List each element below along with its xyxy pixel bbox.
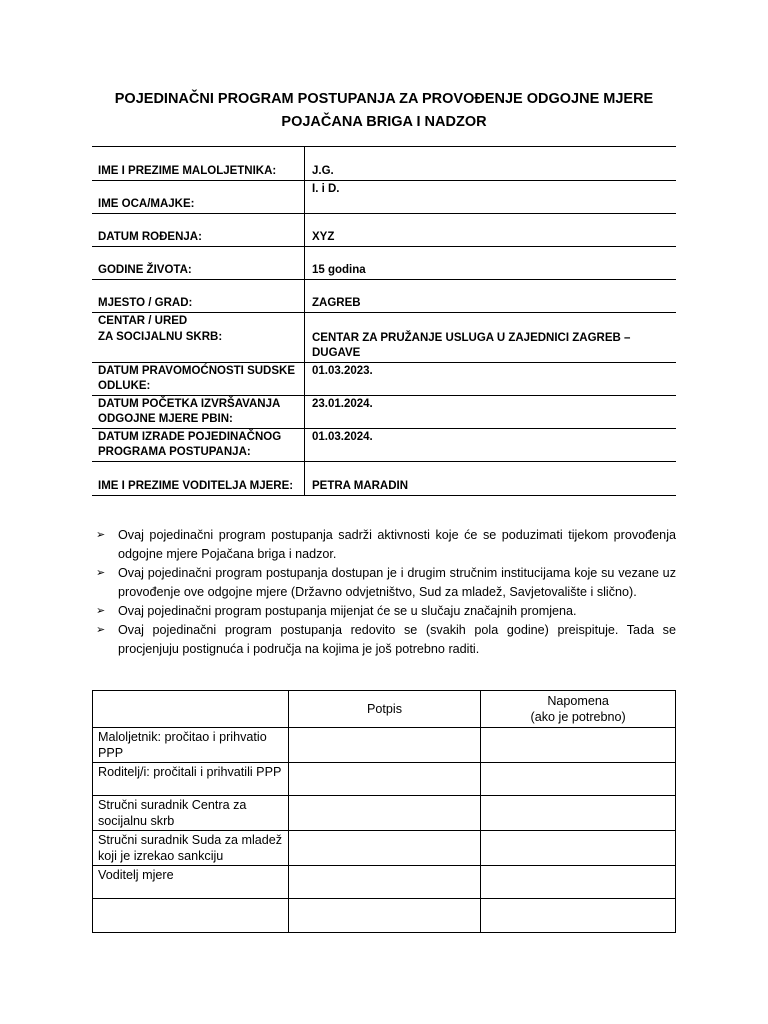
table-row [93,899,676,933]
signer-role: Voditelj mjere [93,866,289,899]
signature-cell[interactable] [288,866,481,899]
info-label: DATUM POČETKA IZVRŠAVANJA ODGOJNE MJERE PBIN: [92,396,305,428]
note-cell[interactable] [481,728,676,763]
list-item-text: Ovaj pojedinačni program postupanja redovito se (svakih pola godine) preispituje. Tada se procjenjuju postignuća i područja na kojima je još potrebno raditi. [118,623,676,656]
table-row [93,728,676,763]
info-row-supervisor [92,462,676,496]
signature-cell[interactable] [288,728,481,763]
info-row-social-center [92,313,676,363]
table-row [93,763,676,796]
list-item [96,621,676,659]
info-value: XYZ [312,231,335,243]
signer-role: Roditelj/i: pročitali i prihvatili PPP [93,763,289,796]
info-label: DATUM IZRADE POJEDINAČNOG PROGRAMA POSTUPANJA: [92,429,305,461]
minor-info-table [92,146,676,496]
title-line-2: POJAČANA BRIGA I NADZOR [281,114,487,130]
arrow-bullet-icon: ➢ [96,605,106,617]
info-label [92,313,305,362]
info-label-line: CENTAR / URED [98,315,188,327]
info-label: GODINE ŽIVOTA: [92,247,305,279]
info-row-final-decision-date [92,363,676,396]
list-item [96,564,676,602]
signer-role [93,899,289,933]
signature-cell[interactable] [288,831,481,866]
info-row-parents [92,181,676,214]
list-item-text: Ovaj pojedinačni program postupanja mijenjat će se u slučaju značajnih promjena. [118,604,577,618]
table-row [93,831,676,866]
info-value: 23.01.2024. [312,398,373,410]
note-cell[interactable] [481,831,676,866]
header-napomena-line: (ako je potrebno) [530,710,626,724]
signer-role: Maloljetnik: pročitao i prihvatio PPP [93,728,289,763]
arrow-bullet-icon: ➢ [96,529,106,541]
list-item [96,602,676,621]
header-napomena-line: Napomena [547,694,609,708]
info-row-city [92,280,676,313]
info-label: IME I PREZIME MALOLJETNIKA: [92,147,305,180]
signature-cell[interactable] [288,763,481,796]
note-cell[interactable] [481,763,676,796]
info-label: IME I PREZIME VODITELJA MJERE: [92,462,305,495]
info-label: IME OCA/MAJKE: [92,181,305,213]
signature-cell[interactable] [288,899,481,933]
info-value: 01.03.2024. [312,431,373,443]
info-label-line: ZA SOCIJALNU SKRB: [98,331,223,343]
signer-role: Stručni suradnik Suda za mladež koji je izrekao sankciju [93,831,289,866]
arrow-bullet-icon: ➢ [96,567,106,579]
info-value: 01.03.2023. [312,365,373,377]
list-item-text: Ovaj pojedinačni program postupanja sadrži aktivnosti koje će se poduzimati tijekom provođenja odgojne mjere Pojačana briga i nadzor. [118,528,676,561]
info-row-birth-date [92,214,676,247]
table-header-potpis: Potpis [288,691,481,728]
info-label: MJESTO / GRAD: [92,280,305,312]
arrow-bullet-icon: ➢ [96,624,106,636]
table-header-napomena [481,691,676,728]
note-cell[interactable] [481,899,676,933]
info-value: J.G. [312,165,334,177]
signature-cell[interactable] [288,796,481,831]
signature-table [92,690,676,933]
info-value: ZAGREB [312,297,361,309]
title-line-1: POJEDINAČNI PROGRAM POSTUPANJA ZA PROVOĐENJE ODGOJNE MJERE [114,91,654,107]
info-row-name [92,147,676,181]
note-cell[interactable] [481,796,676,831]
info-row-program-date [92,429,676,462]
info-value: PETRA MARADIN [312,480,409,492]
table-row [93,866,676,899]
info-label: DATUM PRAVOMOĆNOSTI SUDSKE ODLUKE: [92,363,305,395]
signer-role: Stručni suradnik Centra za socijalnu skrb [93,796,289,831]
info-row-start-date [92,396,676,429]
info-value: I. i D. [312,183,340,195]
table-header-row [93,691,676,728]
info-label: DATUM ROĐENJA: [92,214,305,246]
table-header-empty [93,691,289,728]
list-item-text: Ovaj pojedinačni program postupanja dostupan je i drugim stručnim institucijama koje su vezane uz provođenje ove odgojne mjere (Državno odvjetništvo, Sud za mladež, Savjetovalište i slično). [118,566,676,599]
info-row-age [92,247,676,280]
info-value: CENTAR ZA PRUŽANJE USLUGA U ZAJEDNICI ZAGREB – DUGAVE [312,332,631,359]
table-row [93,796,676,831]
program-notes-list [96,526,676,659]
list-item [96,526,676,564]
note-cell[interactable] [481,866,676,899]
document-title [60,88,708,134]
info-value: 15 godina [312,264,366,276]
